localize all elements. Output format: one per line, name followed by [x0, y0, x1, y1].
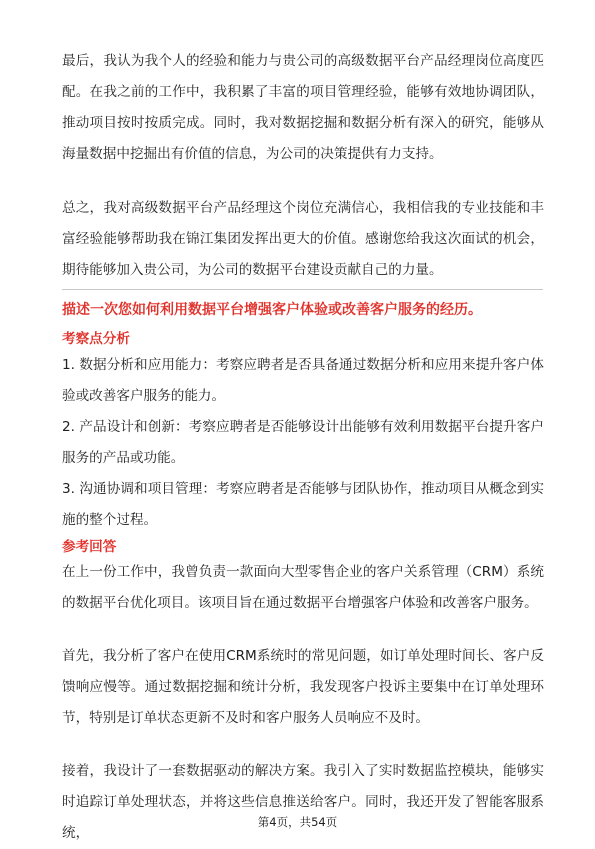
closing-paragraph-2: 总之，我对高级数据平台产品经理这个岗位充满信心，我相信我的专业技能和丰富经验能够帮助我在锦江集团发挥出更大的价值。感谢您给我这次面试的机会，期待能够加入贵公司，为公司的数据平台建设贡献自己的力量。 — [62, 200, 544, 278]
page-number: 第4页，共54页 — [257, 815, 338, 829]
answer-heading: 参考回答 — [62, 539, 117, 555]
analysis-item-2: 2. 产品设计和创新：考察应聘者是否能够设计出能够有效利用数据平台提升客户服务的产品或功能。 — [62, 419, 544, 466]
answer-paragraph-1: 在上一份工作中，我曾负责一款面向大型零售企业的客户关系管理（CRM）系统的数据平台优化项目。该项目旨在通过数据平台增强客户体验和改善客户服务。 — [62, 564, 544, 611]
answer-paragraph-2: 首先，我分析了客户在使用CRM系统时的常见问题，如订单处理时间长、客户反馈响应慢等。通过数据挖掘和统计分析，我发现客户投诉主要集中在订单处理环节，特别是订单状态更新不及时和客户服务人员响应不及时。 — [62, 648, 544, 726]
analysis-heading: 考察点分析 — [62, 331, 130, 347]
analysis-item-1: 1. 数据分析和应用能力：考察应聘者是否具备通过数据分析和应用来提升客户体验或改善客户服务的能力。 — [62, 357, 544, 404]
interview-question: 描述一次您如何利用数据平台增强客户体验或改善客户服务的经历。 — [62, 302, 482, 318]
analysis-item-3: 3. 沟通协调和项目管理：考察应聘者是否能够与团队协作，推动项目从概念到实施的整个过程。 — [62, 481, 544, 528]
closing-paragraph-1: 最后，我认为我个人的经验和能力与贵公司的高级数据平台产品经理岗位高度匹配。在我之前的工作中，我积累了丰富的项目管理经验，能够有效地协调团队，推动项目按时按质完成。同时，我对数据挖掘和数据分析有深入的研究，能够从海量数据中挖掘出有价值的信息，为公司的决策提供有力支持。 — [62, 53, 544, 162]
section-divider — [62, 289, 543, 290]
answer-paragraph-3: 接着，我设计了一套数据驱动的解决方案。我引入了实时数据监控模块，能够实时追踪订单处理状态，并将这些信息推送给客户。同时，我还开发了智能客服系统， — [62, 763, 544, 841]
